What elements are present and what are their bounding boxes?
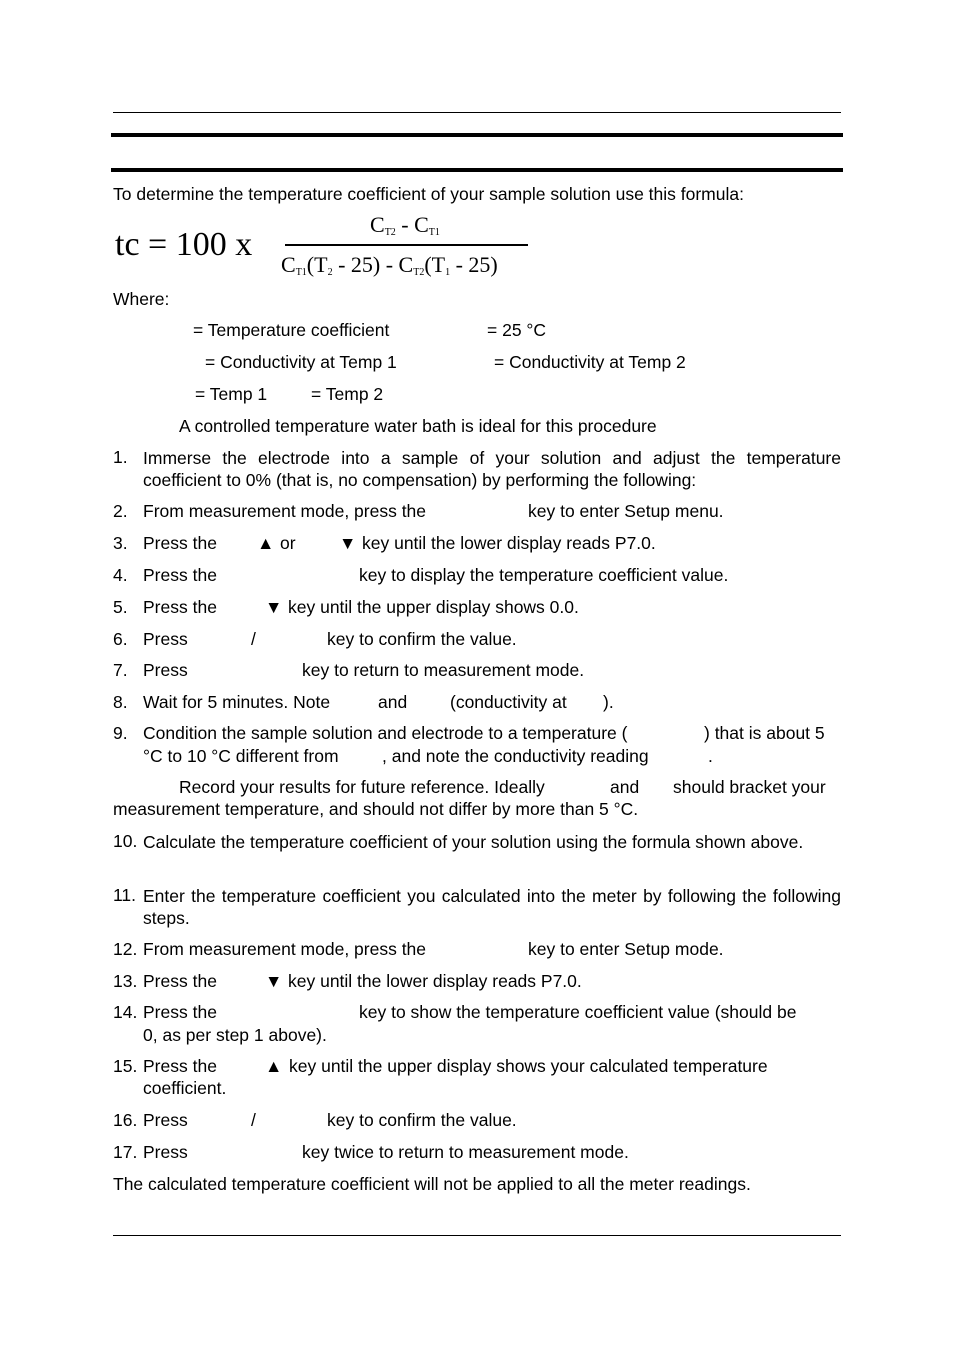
- step-number: 11.: [113, 885, 137, 905]
- step-2: [113, 501, 841, 525]
- formula-denominator: [281, 252, 498, 278]
- step-3: [113, 533, 841, 557]
- header-thick-rule-1: [111, 133, 843, 137]
- formula-term: - C: [395, 212, 429, 237]
- step-4: [113, 565, 841, 589]
- step-text: Press the: [143, 1056, 217, 1076]
- step-text-after-key: key to confirm the value.: [327, 1110, 517, 1130]
- def-tc: = Temperature coefficient: [193, 320, 390, 340]
- header-thin-rule: [113, 112, 841, 113]
- step-text: Wait for 5 minutes. Note: [143, 692, 331, 712]
- step-10: [113, 831, 841, 877]
- step-17: [113, 1142, 841, 1166]
- step-number: 14.: [113, 1002, 138, 1022]
- step-text-slash: /: [251, 1110, 256, 1130]
- step-text-after-key: key to display the temperature coefficient value.: [359, 565, 729, 585]
- def-t1: = Temp 1: [195, 384, 268, 404]
- step-text: Press: [143, 660, 188, 680]
- step-1: [113, 447, 841, 493]
- step-text-and: and: [378, 692, 408, 712]
- step-text: Press the: [143, 597, 217, 617]
- step-text-after-key: key to return to measurement mode.: [302, 660, 585, 680]
- step-text-line2: coefficient.: [143, 1078, 227, 1098]
- step-text-after-key: key until the lower display reads P7.0.: [288, 971, 582, 991]
- step-text-after-key: key to enter Setup mode.: [528, 939, 724, 959]
- step-number: 16.: [113, 1110, 138, 1130]
- step-text-close: ).: [603, 692, 614, 712]
- formula-subscript: T1: [428, 227, 440, 238]
- step-text-after-key: key to enter Setup menu.: [528, 501, 724, 521]
- step-text-line2-mid: , and note the conductivity reading: [382, 746, 649, 766]
- step-number: 7.: [113, 660, 128, 680]
- note-water-bath: A controlled temperature water bath is ideal for this procedure: [179, 416, 657, 436]
- step-number: 1.: [113, 447, 128, 467]
- step-text: Enter the temperature coefficient you calculated into the meter by following the following steps.: [143, 886, 841, 928]
- step-number: 13.: [113, 971, 138, 991]
- down-arrow-icon: ▼: [265, 597, 283, 617]
- step-text: Press: [143, 629, 188, 649]
- step-text-line2: °C to 10 °C different from: [143, 746, 339, 766]
- def-ct1: = Conductivity at Temp 1: [205, 352, 397, 372]
- step-number: 6.: [113, 629, 128, 649]
- formula-lhs: tc = 100 x: [115, 226, 253, 263]
- step-text: Press the: [143, 533, 217, 553]
- formula-subscript: T1: [295, 267, 307, 278]
- note-record-a: Record your results for future reference. Ideally: [179, 777, 545, 797]
- def-ct2: = Conductivity at Temp 2: [494, 352, 686, 372]
- step-number: 5.: [113, 597, 128, 617]
- note-record-b: should bracket your: [673, 777, 826, 797]
- step-number: 4.: [113, 565, 128, 585]
- step-text-after-key: key to show the temperature coefficient value (should be: [359, 1002, 797, 1022]
- down-arrow-icon: ▼: [265, 971, 283, 991]
- header-thick-rule-2: [111, 168, 843, 172]
- step-text: Press: [143, 1110, 188, 1130]
- note-record-line2: measurement temperature, and should not differ by more than 5 °C.: [113, 799, 639, 819]
- formula-subscript: T2: [413, 267, 425, 278]
- def-t2: = Temp 2: [311, 384, 384, 404]
- step-5: [113, 597, 841, 621]
- step-text-after-key: key twice to return to measurement mode.: [302, 1142, 629, 1162]
- formula-term: (T: [306, 252, 328, 277]
- step-number: 9.: [113, 723, 128, 743]
- step-15: [113, 1056, 841, 1102]
- step-text-after-key: key until the upper display shows 0.0.: [288, 597, 579, 617]
- step-text-line1-end: ) that is about 5: [704, 723, 825, 743]
- step-text: Press: [143, 1142, 188, 1162]
- step-11: [113, 885, 841, 931]
- step-number: 3.: [113, 533, 128, 553]
- step-text-line1: Condition the sample solution and electrode to a temperature (: [143, 723, 628, 743]
- step-text-line2-end: .: [708, 746, 713, 766]
- step-text: Immerse the electrode into a sample of your solution and adjust the temperature coefficient to 0% (that is, no compensation) by performing the following:: [143, 448, 841, 490]
- formula-term: - 25) - C: [332, 252, 414, 277]
- step-14: [113, 1002, 841, 1048]
- formula-subscript: T2: [384, 227, 396, 238]
- step-text-slash: /: [251, 629, 256, 649]
- step-text-line2: 0, as per step 1 above).: [143, 1025, 327, 1045]
- step-text-after-key: key until the upper display shows your calculated temperature: [289, 1056, 768, 1076]
- step-12: [113, 939, 841, 963]
- footer-rule: [113, 1235, 841, 1236]
- formula-term: (T: [424, 252, 446, 277]
- step-text-after-key: key to confirm the value.: [327, 629, 517, 649]
- step-text-or: or: [280, 533, 296, 553]
- step-text: Calculate the temperature coefficient of your solution using the formula shown above.: [143, 832, 804, 852]
- step-number: 15.: [113, 1056, 138, 1076]
- down-arrow-icon: ▼: [339, 533, 357, 553]
- step-9: [113, 723, 841, 769]
- step-13: [113, 971, 841, 995]
- intro-text: To determine the temperature coefficient of your sample solution use this formula:: [113, 184, 744, 204]
- step-7: [113, 660, 841, 684]
- step-number: 17.: [113, 1142, 138, 1162]
- formula-term: C: [281, 252, 296, 277]
- step-number: 8.: [113, 692, 128, 712]
- formula-subscript: 2: [327, 267, 333, 278]
- step-16: [113, 1110, 841, 1134]
- step-6: [113, 629, 841, 653]
- step-text: Press the: [143, 1002, 217, 1022]
- step-text-after-key: key until the lower display reads P7.0.: [362, 533, 656, 553]
- step-number: 12.: [113, 939, 138, 959]
- step-text: Press the: [143, 971, 217, 991]
- step-text: From measurement mode, press the: [143, 939, 427, 959]
- formula-term: - 25): [450, 252, 498, 277]
- step-text: Press the: [143, 565, 217, 585]
- step-number: 10.: [113, 831, 138, 851]
- step-8: [113, 692, 841, 716]
- up-arrow-icon: ▲: [265, 1056, 283, 1076]
- formula-subscript: 1: [445, 267, 451, 278]
- def-tref: = 25 °C: [487, 320, 547, 340]
- where-label: Where:: [113, 289, 170, 309]
- formula-term: C: [370, 212, 385, 237]
- note-record-and: and: [610, 777, 640, 797]
- formula-numerator: [370, 212, 440, 238]
- step-number: 2.: [113, 501, 128, 521]
- up-arrow-icon: ▲: [257, 533, 275, 553]
- step-text-conductivity: (conductivity at: [450, 692, 567, 712]
- step-text: From measurement mode, press the: [143, 501, 427, 521]
- fraction-bar: [285, 244, 528, 246]
- closing-text: The calculated temperature coefficient will not be applied to all the meter readings.: [113, 1174, 751, 1194]
